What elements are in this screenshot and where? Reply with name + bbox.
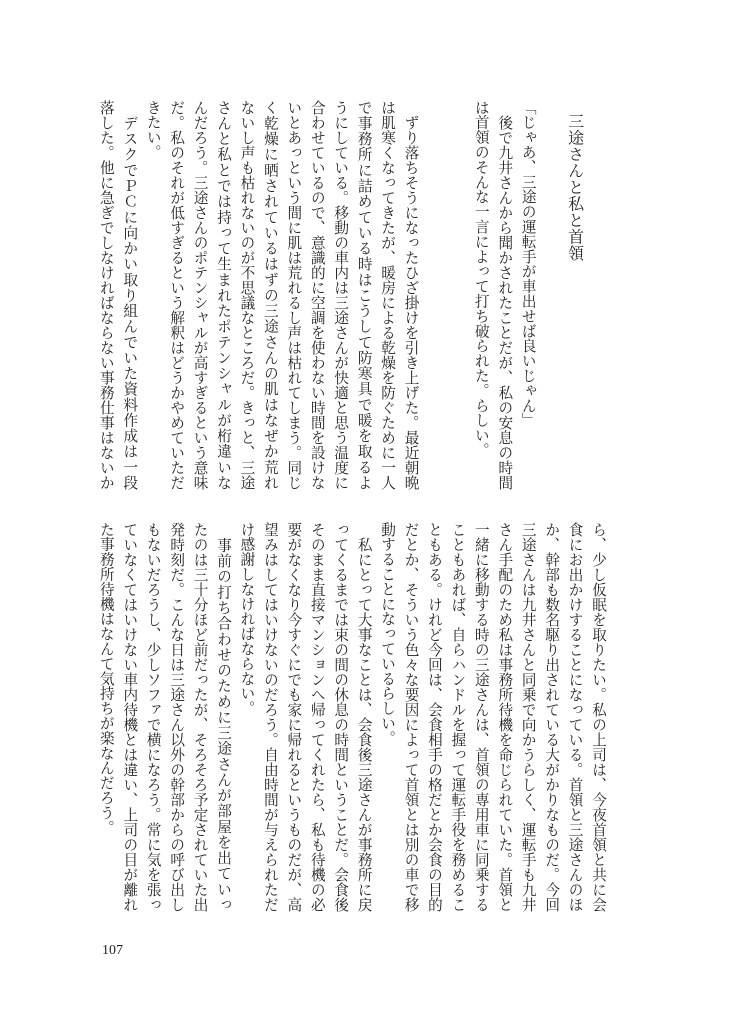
text-line: で事務所に詰めている時はこうして防寒具で暖を取るよ xyxy=(355,100,373,490)
text-line: そのまま直接マンションへ帰ってくれたら、私も待機の必 xyxy=(308,522,326,912)
text-line: さんと私とでは持って生まれたポテンシャルが桁違いな xyxy=(215,100,232,490)
text-line: 私にとって大事なことは、会食後三途さんが事務所に戻 xyxy=(355,522,373,912)
text-line: 動することになっているらしい。 xyxy=(379,522,397,746)
lower-text-block xyxy=(94,522,610,912)
text-line: たのは三十分ほど前だったが、そろそろ予定されていた出 xyxy=(191,522,209,912)
text-line: た事務所待機はなんて気持ちが楽なんだろう。 xyxy=(97,522,115,835)
text-line: 三途さんは九井さんと同乗で向かうらしく、運転手も九井 xyxy=(519,522,537,912)
text-line: は首領のそんな一言によって打ち破られた。らしい。 xyxy=(472,100,490,458)
text-line: ら、少し仮眠を取りたい。私の上司は、今夜首領と共に会 xyxy=(590,522,607,912)
text-line: だとか、そういう色々な要因によって首領とは別の車で移 xyxy=(402,522,420,912)
text-line: きたい。 xyxy=(144,100,162,160)
upper-text-block xyxy=(94,100,610,490)
text-line: 落した。他に急ぎでしなければならない事務仕事はないか xyxy=(97,100,115,490)
text-line: こともあれば、自らハンドルを握って運転手役を務めるこ xyxy=(449,522,467,912)
text-line: んだろう。三途さんのポテンシャルが高すぎるという意味 xyxy=(191,100,209,490)
text-line: 事前の打ち合わせのために三途さんが部屋を出ていっ xyxy=(215,522,232,912)
text-line: 発時刻だ。こんな日は三途さん以外の幹部からの呼び出し xyxy=(168,522,186,912)
text-line: ともある。けれど今回は、会食相手の格だとか会食の目的 xyxy=(425,522,443,912)
text-line: く乾燥に晒されているはずの三途さんの肌はなぜか荒れ xyxy=(261,100,279,490)
text-line: ないし声も枯れないのが不思議なところだ。きっと、三途 xyxy=(238,100,256,490)
text-line: 要がなくなり今すぐにでも家に帰れるというものだが、高 xyxy=(285,522,303,912)
text-line: け感謝しなければならない。 xyxy=(238,522,256,716)
text-line: 合わせているので、意識的に空調を使わない時間を設けな xyxy=(308,100,326,490)
text-line: か、幹部も数名駆り出されている大がかりなものだ。今回 xyxy=(543,522,561,912)
blank-column xyxy=(423,100,446,490)
text-line: だ。私のそれが低すぎるという解釈はどうかやめていただ xyxy=(168,100,186,490)
blank-column xyxy=(587,100,610,490)
text-line: 一緒に移動する時の三途さんは、首領の専用車に同乗する xyxy=(472,522,490,912)
text-line: 望みはしてはいけないのだろう。自由時間が与えられただ xyxy=(261,522,279,912)
text-line: 後で九井さんから聞かされたことだが、私の安息の時間 xyxy=(496,100,514,490)
text-line: さん手配のため私は事務所待機を命じられていた。首領と xyxy=(496,522,514,912)
text-line: デスクでＰＣに向かい取り組んでいた資料作成は一段 xyxy=(121,100,139,490)
text-line: ずり落ちそうになったひざ掛けを引き上げた。最近朝晩 xyxy=(402,100,420,490)
text-line: いとあっという間に肌は荒れるし声は枯れてしまう。同じ xyxy=(285,100,303,490)
text-line: 食にお出かけすることになっている。首領と三途さんのほ xyxy=(566,522,584,912)
text-line: ってくるまでは束の間の休息の時間ということだ。会食後 xyxy=(332,522,350,912)
page-number: 107 xyxy=(102,943,123,958)
chapter-title: 三途さんと私と首領 xyxy=(565,113,585,262)
text-line: ていなくてはいけない車内待機とは違い、上司の目が離れ xyxy=(121,522,139,912)
text-line: は肌寒くなってきたが、暖房による乾燥を防ぐために一人 xyxy=(379,100,397,490)
blank-column xyxy=(540,100,563,490)
text-line: うにしている。移動の車内は三途さんが快適と思う温度に xyxy=(332,100,350,490)
text-line: 「じゃあ、三途の運転手が車出せば良いじゃん」 xyxy=(519,100,537,428)
blank-column xyxy=(446,100,469,490)
text-line: もないだろうし、少しソファで横になろう。常に気を張っ xyxy=(144,522,162,912)
